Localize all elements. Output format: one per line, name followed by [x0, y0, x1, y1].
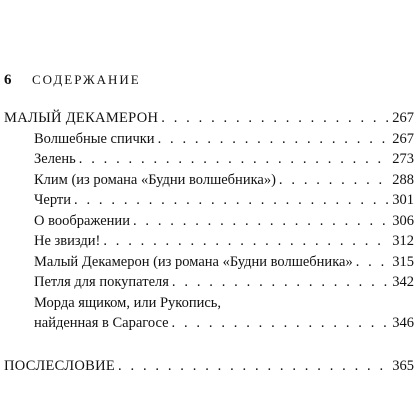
toc-section-title: ПОСЛЕСЛОВИЕ [4, 357, 116, 374]
section-spacer [4, 334, 414, 356]
toc-item-title: Клим (из романа «Будни волшебника») [34, 171, 276, 188]
toc-item [4, 252, 414, 273]
toc-dot-leader [103, 231, 390, 252]
toc-section-posleslovie [4, 356, 414, 377]
toc-page-number: 315 [392, 253, 414, 270]
toc-item-multiline-first-line: Морда ящиком, или Рукопись, [34, 294, 222, 311]
toc-item [4, 149, 414, 170]
toc-page-number: 346 [392, 315, 414, 331]
toc-item [4, 190, 414, 211]
page-number: 6 [4, 72, 12, 88]
toc-page-number: 273 [392, 151, 414, 167]
toc-dot-leader [279, 170, 390, 191]
toc-dot-leader [356, 252, 391, 273]
toc-page-number: 301 [392, 192, 414, 208]
table-of-contents [4, 108, 414, 376]
toc-item [4, 129, 414, 150]
toc-dot-leader [158, 129, 391, 150]
toc-page-number: 306 [392, 212, 414, 229]
toc-page-number: 267 [392, 130, 414, 147]
toc-section-title: МАЛЫЙ ДЕКАМЕРОН [4, 110, 159, 126]
toc-item-title: найденная в Сарагосе [34, 315, 169, 331]
toc-item-title: О воображении [34, 212, 130, 229]
toc-dot-leader [161, 108, 390, 129]
toc-page-number: 288 [392, 171, 414, 188]
running-title: СОДЕРЖАНИЕ [32, 72, 141, 87]
toc-item [4, 231, 414, 252]
toc-item [4, 272, 414, 293]
toc-item [4, 211, 414, 232]
toc-item [4, 313, 414, 334]
toc-dot-leader [74, 190, 390, 211]
toc-page-number: 312 [392, 233, 414, 249]
toc-item [4, 170, 414, 191]
toc-page-number: 342 [392, 274, 414, 290]
toc-item-title: Малый Декамерон (из романа «Будни волшебника» [34, 253, 353, 270]
toc-item-title: Волшебные спички [34, 130, 155, 147]
toc-item-title: Зелень [34, 151, 76, 167]
toc-item-title: Петля для покупателя [34, 274, 169, 290]
toc-dot-leader [133, 211, 390, 232]
toc-page-number: 365 [392, 357, 414, 374]
toc-dot-leader [118, 356, 390, 377]
toc-section-malyi-dekameron [4, 108, 414, 129]
toc-item-title: Не звизди! [34, 233, 101, 249]
toc-item-title: Черти [34, 192, 72, 208]
toc-page-number: 267 [392, 110, 414, 126]
toc-dot-leader [172, 272, 390, 293]
toc-dot-leader [79, 149, 391, 170]
toc-dot-leader [172, 313, 391, 334]
running-head [4, 72, 141, 89]
